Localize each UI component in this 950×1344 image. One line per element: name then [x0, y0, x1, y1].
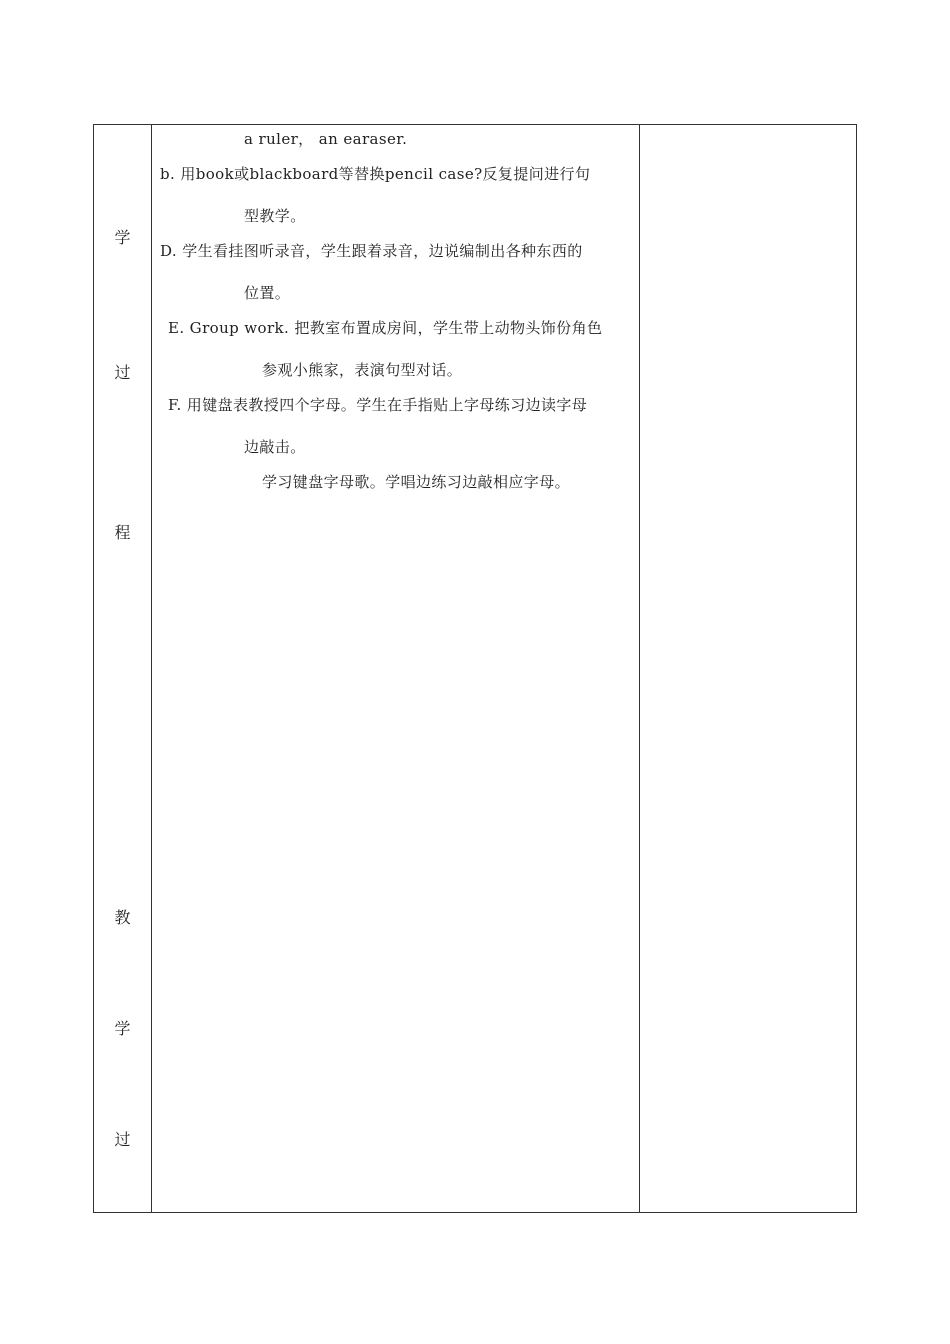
content-line: 边敲击。	[244, 438, 306, 456]
column-divider	[151, 125, 152, 1212]
lesson-table	[93, 124, 857, 1213]
notes-column	[640, 125, 856, 1212]
content-line: 学习键盘字母歌。学唱边练习边敲相应字母。	[262, 473, 571, 491]
side-label-char: 学	[114, 228, 131, 247]
content-line: 型教学。	[244, 207, 306, 225]
side-label-char: 学	[114, 1019, 131, 1038]
content-line: b. 用book或blackboard等替换pencil case?反复提问进行句	[160, 165, 591, 183]
content-line: 参观小熊家，表演句型对话。	[262, 361, 463, 379]
content-line: F. 用键盘表教授四个字母。学生在手指贴上字母练习边读字母	[168, 396, 588, 414]
side-label-char: 过	[114, 1130, 131, 1149]
side-label-char: 教	[114, 908, 131, 927]
content-line: 位置。	[244, 284, 291, 302]
content-line: D. 学生看挂图听录音，学生跟着录音，边说编制出各种东西的	[160, 242, 583, 260]
content-line: a ruler， an earaser.	[244, 130, 408, 148]
side-label-char: 程	[114, 523, 131, 542]
content-line: E. Group work. 把教室布置成房间，学生带上动物头饰份角色	[168, 319, 603, 337]
side-label-char: 过	[114, 363, 131, 382]
